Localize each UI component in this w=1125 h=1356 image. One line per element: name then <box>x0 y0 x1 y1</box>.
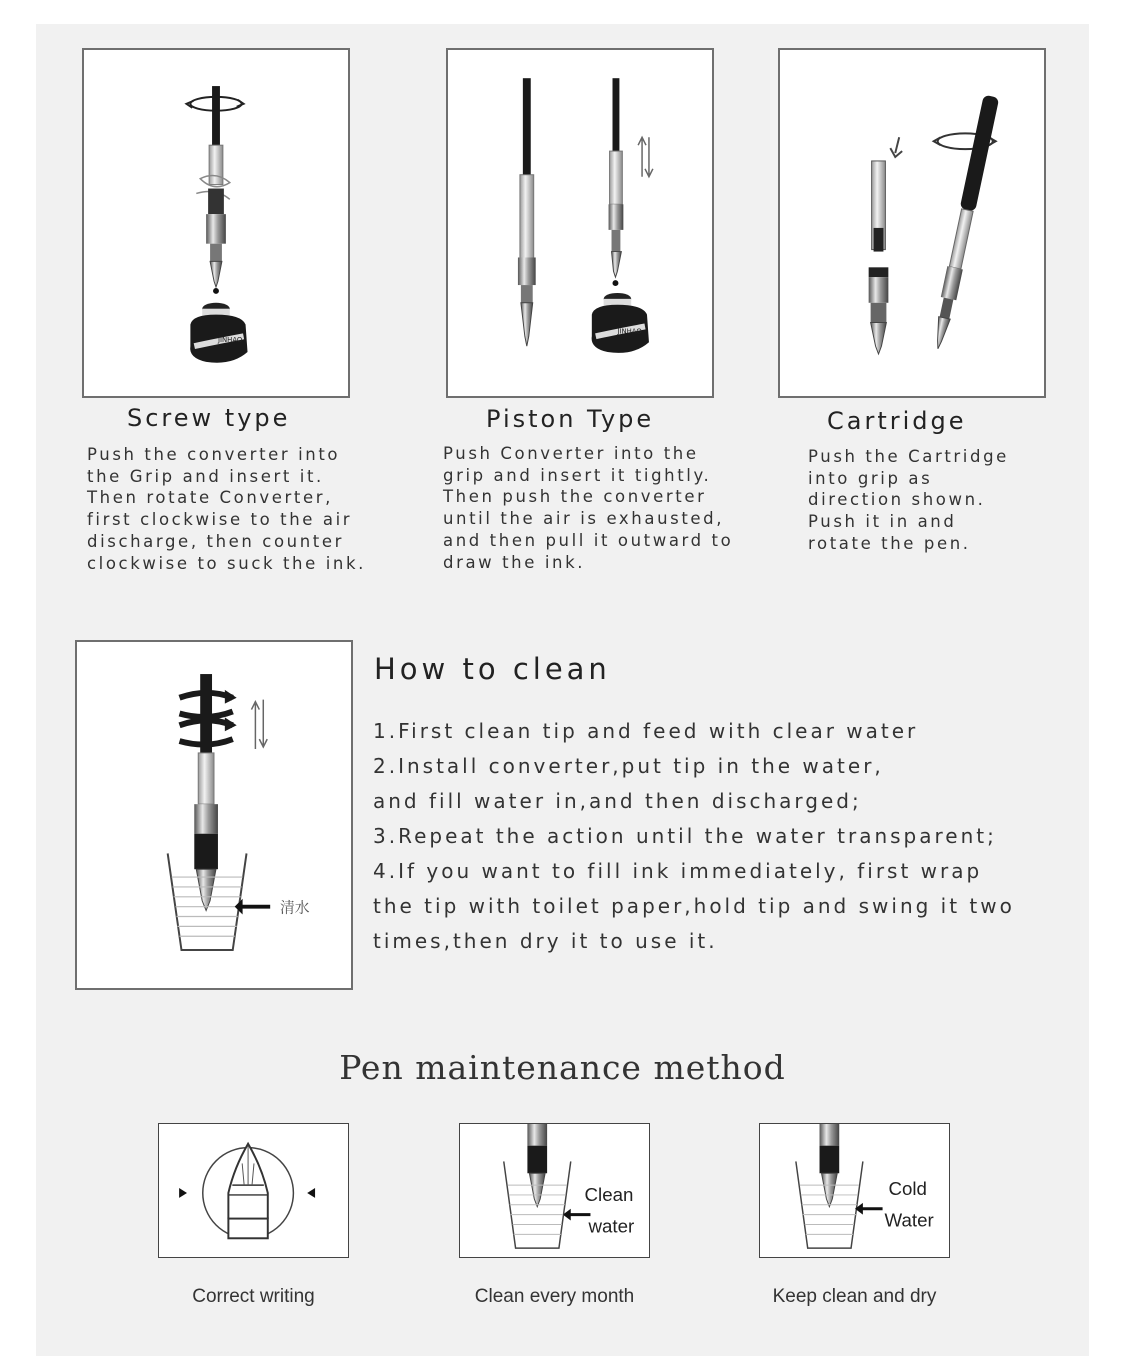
clean-every-month-illustration <box>459 1123 650 1258</box>
description-line: Push the Cartridge <box>808 447 1009 466</box>
up-down-arrow-icon <box>638 137 653 176</box>
clean-step-line: times,then dry it to use it. <box>373 929 718 953</box>
converter-right <box>609 78 624 277</box>
down-arrow-icon <box>890 137 902 157</box>
description-line: Push it in and <box>808 512 957 532</box>
converter <box>194 674 218 911</box>
correct-writing-illustration <box>158 1123 349 1258</box>
nib-icon <box>228 1144 267 1239</box>
description-line: Then rotate Converter, <box>87 488 333 508</box>
piston-type-illustration <box>446 48 714 398</box>
clean-step-line: and fill water in,and then discharged; <box>373 789 862 813</box>
description-line: Then push the converter <box>443 487 707 507</box>
description-line: draw the ink. <box>443 552 586 572</box>
nib-pen <box>527 1124 547 1207</box>
bottle-label: JINHAO <box>617 327 642 336</box>
cold-water-label-line2: Water <box>884 1209 934 1231</box>
cartridge-description <box>808 446 1009 555</box>
water-label: 清水 <box>280 899 310 917</box>
nib-pen <box>820 1124 840 1207</box>
left-arrow-icon <box>855 1203 883 1215</box>
description-line: clockwise to suck the ink. <box>87 553 366 573</box>
piston-type-title: Piston Type <box>486 405 655 433</box>
screw-type-drawing <box>84 50 348 396</box>
cartridge-drawing <box>780 50 1044 396</box>
how-to-clean-title: How to clean <box>374 652 611 686</box>
how-to-clean-drawing <box>77 642 351 988</box>
description-line: Push Converter into the <box>443 444 699 463</box>
clean-step-line: 4.If you want to fill ink immediately, first wrap <box>373 859 983 883</box>
keep-clean-dry-caption: Keep clean and dry <box>772 1286 937 1307</box>
cartridge-illustration <box>778 48 1046 398</box>
clean-step-line: 1.First clean tip and feed with clear water <box>373 719 919 743</box>
clean-step-line: 2.Install converter,put tip in the water, <box>373 754 884 778</box>
up-down-arrow-icon <box>251 700 267 749</box>
ink-bottle-icon <box>592 293 649 353</box>
description-line: into grip as <box>808 468 933 488</box>
screw-type-illustration <box>82 48 350 398</box>
clean-every-month-caption: Clean every month <box>474 1286 635 1307</box>
description-line: first clockwise to the air <box>87 510 353 530</box>
cartridge-title: Cartridge <box>827 407 967 435</box>
description-line: Push the converter into <box>87 445 341 464</box>
keep-clean-dry-drawing <box>760 1124 949 1257</box>
correct-writing-caption: Correct writing <box>192 1286 315 1307</box>
clean-step-line: the tip with toilet paper,hold tip and swing it two <box>373 894 1015 918</box>
ink-bottle-icon <box>190 303 247 363</box>
how-to-clean-steps <box>373 714 1015 959</box>
description-line: the Grip and insert it. <box>87 466 324 486</box>
left-arrow-icon <box>179 1188 187 1198</box>
description-line: and then pull it outward to <box>443 530 734 550</box>
clean-water-label-line1: Clean <box>584 1183 634 1205</box>
piston-type-description <box>443 443 733 573</box>
converter <box>196 86 229 261</box>
maintenance-title: Pen maintenance method <box>339 1048 786 1087</box>
screw-type-title: Screw type <box>127 404 291 432</box>
clean-water-label-line2: water <box>588 1215 635 1237</box>
correct-writing-drawing <box>159 1124 348 1257</box>
left-arrow-icon <box>563 1209 591 1221</box>
cartridge-part <box>869 161 889 354</box>
keep-clean-dry-illustration <box>759 1123 950 1258</box>
converter-left <box>518 78 536 346</box>
description-line: rotate the pen. <box>808 533 971 553</box>
screw-type-description <box>87 444 366 574</box>
bottle-label: JINHAO <box>217 336 243 345</box>
right-arrow-icon <box>307 1188 315 1198</box>
description-line: grip and insert it tightly. <box>443 465 712 485</box>
piston-type-drawing <box>448 50 712 396</box>
cold-water-label-line1: Cold <box>888 1177 927 1199</box>
clean-step-line: 3.Repeat the action until the water transparent; <box>373 824 997 848</box>
clean-every-month-drawing <box>460 1124 649 1257</box>
description-line: direction shown. <box>808 490 986 510</box>
description-line: until the air is exhausted, <box>443 509 725 529</box>
how-to-clean-illustration <box>75 640 353 990</box>
nib-icon <box>210 261 222 287</box>
description-line: discharge, then counter <box>87 531 344 551</box>
